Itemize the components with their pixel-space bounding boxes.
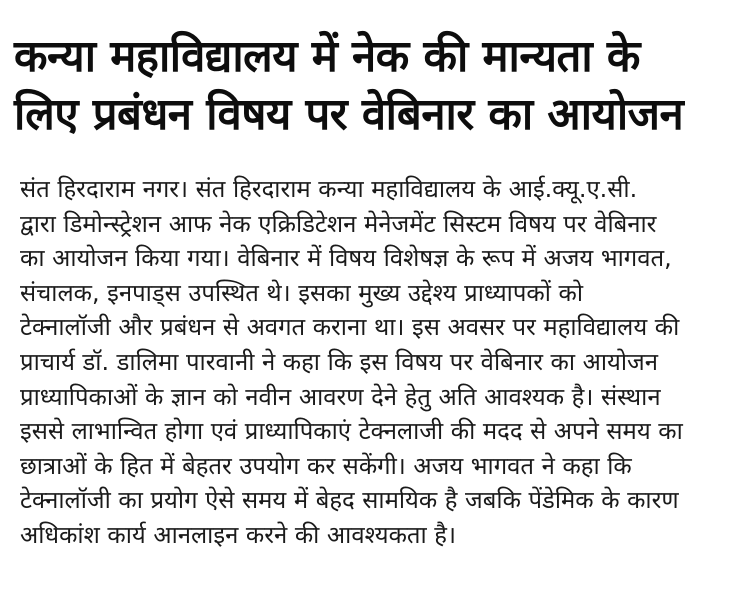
body-line: टेक्नालॉजी और प्रबंधन से अवगत कराना था। इस अवसर पर महाविद्यालय की (20, 313, 680, 342)
headline (14, 28, 736, 144)
body-line: का आयोजन किया गया। वेबिनार में विषय विशेषज्ञ के रूप में अजय भागवत, (20, 244, 672, 273)
body-line: अधिकांश कार्य आनलाइन करने की आवश्यकता है। (20, 520, 457, 549)
body-line: टेक्नालॉजी का प्रयोग ऐसे समय में बेहद सामयिक है जबकि पेंडेमिक के कारण (20, 486, 679, 515)
article-body (20, 172, 740, 553)
body-line: संत हिरदाराम नगर। संत हिरदाराम कन्या महाविद्यालय के आई.क्यू.ए.सी. (20, 175, 638, 203)
body-line: इससे लाभान्वित होगा एवं प्राध्यापिकाएं टेक्नलाजी की मदद से अपने समय का (20, 417, 683, 446)
body-line: प्राध्यापिकाओं के ज्ञान को नवीन आवरण देने हेतु अति आवश्यक है। संस्थान (20, 382, 661, 411)
headline-line: लिए प्रबंधन विषय पर वेबिनार का आयोजन (14, 89, 684, 140)
headline-line: कन्या महाविद्यालय में नेक की मान्यता के (14, 31, 640, 82)
body-line: प्राचार्य डॉ. डालिमा पारवानी ने कहा कि इस विषय पर वेबिनार का आयोजन (20, 347, 659, 376)
body-line: छात्राओं के हित में बेहतर उपयोग कर सकेंगी। अजय भागवत ने कहा कि (20, 451, 632, 480)
body-line: संचालक, इनपाड्स उपस्थित थे। इसका मुख्य उद्देश्य प्राध्यापकों को (20, 278, 584, 307)
body-line: द्वारा डिमोन्स्ट्रेशन आफ नेक एक्रिडिटेशन मेनेजमेंट सिस्टम विषय पर वेबिनार (20, 209, 657, 238)
